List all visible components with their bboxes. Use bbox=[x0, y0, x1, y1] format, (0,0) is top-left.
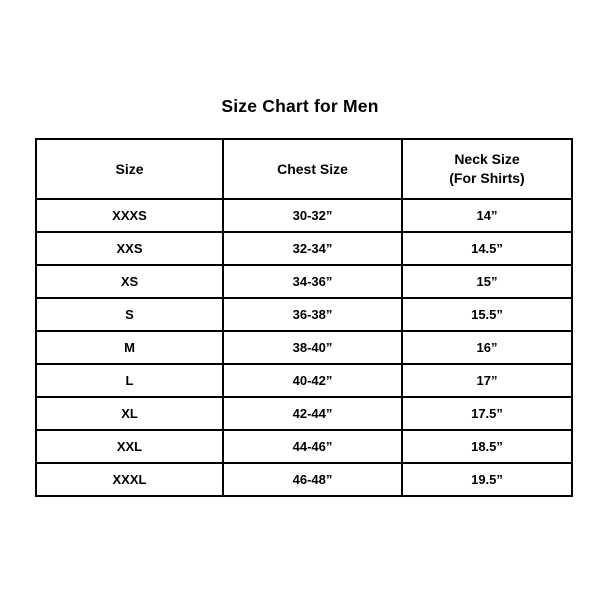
table-row bbox=[36, 232, 572, 265]
cell-neck: 17” bbox=[402, 364, 572, 397]
cell-size: XS bbox=[36, 265, 223, 298]
cell-size: M bbox=[36, 331, 223, 364]
table-row bbox=[36, 430, 572, 463]
cell-neck: 14.5” bbox=[402, 232, 572, 265]
cell-size: XXXS bbox=[36, 199, 223, 232]
table-header-row bbox=[36, 139, 572, 199]
cell-chest: 34-36” bbox=[223, 265, 402, 298]
table-row bbox=[36, 199, 572, 232]
column-header-neck-size-sublabel: (For Shirts) bbox=[449, 170, 525, 186]
cell-size: XXL bbox=[36, 430, 223, 463]
cell-chest: 42-44” bbox=[223, 397, 402, 430]
cell-neck: 14” bbox=[402, 199, 572, 232]
cell-neck: 15.5” bbox=[402, 298, 572, 331]
table-row bbox=[36, 397, 572, 430]
page-title: Size Chart for Men bbox=[221, 96, 379, 116]
column-header-size-label: Size bbox=[115, 160, 144, 177]
cell-chest: 30-32” bbox=[223, 199, 402, 232]
table-row bbox=[36, 265, 572, 298]
table-row bbox=[36, 364, 572, 397]
cell-neck: 18.5” bbox=[402, 430, 572, 463]
cell-size: XL bbox=[36, 397, 223, 430]
cell-chest: 38-40” bbox=[223, 331, 402, 364]
cell-chest: 46-48” bbox=[223, 463, 402, 496]
cell-neck: 16” bbox=[402, 331, 572, 364]
column-header-neck-size-label: Neck Size bbox=[454, 151, 520, 168]
column-header-chest-size-label: Chest Size bbox=[277, 160, 348, 177]
table-row bbox=[36, 463, 572, 496]
cell-size: XXXL bbox=[36, 463, 223, 496]
cell-size: L bbox=[36, 364, 223, 397]
cell-size: S bbox=[36, 298, 223, 331]
table-row bbox=[36, 298, 572, 331]
column-header-chest-size bbox=[223, 139, 402, 199]
cell-neck: 19.5” bbox=[402, 463, 572, 496]
size-chart-table bbox=[35, 138, 573, 497]
table-row bbox=[36, 331, 572, 364]
cell-chest: 40-42” bbox=[223, 364, 402, 397]
cell-chest: 32-34” bbox=[223, 232, 402, 265]
cell-chest: 36-38” bbox=[223, 298, 402, 331]
cell-neck: 15” bbox=[402, 265, 572, 298]
cell-chest: 44-46” bbox=[223, 430, 402, 463]
column-header-neck-size bbox=[402, 139, 572, 199]
cell-size: XXS bbox=[36, 232, 223, 265]
column-header-size bbox=[36, 139, 223, 199]
cell-neck: 17.5” bbox=[402, 397, 572, 430]
table-header bbox=[36, 139, 572, 199]
table-body bbox=[36, 199, 572, 496]
